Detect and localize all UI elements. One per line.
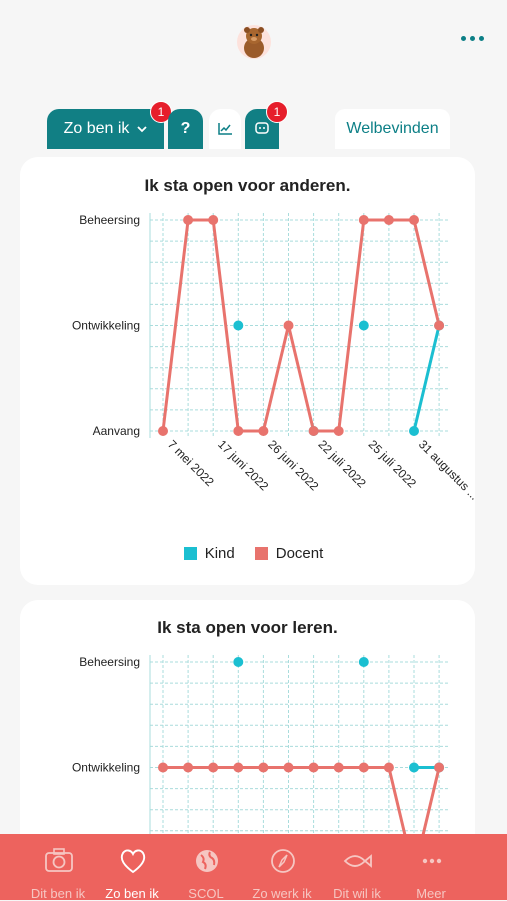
compass-icon (268, 846, 298, 876)
y-tick-label: Ontwikkeling (71, 760, 140, 775)
nav-zo-ben-ik[interactable] (96, 840, 168, 901)
data-point-docent (233, 763, 243, 773)
chart-title: Ik sta open voor anderen. (144, 176, 351, 195)
data-point-kind (409, 763, 419, 773)
data-point-docent (334, 763, 344, 773)
fish-icon (343, 846, 373, 876)
tab-help-label: ? (180, 120, 191, 137)
data-point-docent (434, 763, 444, 773)
nav-label: Zo werk ik (252, 886, 312, 901)
chart-legend (0, 545, 507, 562)
legend-item-docent[interactable] (255, 545, 324, 562)
nav-label: Meer (416, 886, 446, 901)
data-point-docent (384, 763, 394, 773)
notification-badge: 1 (150, 101, 172, 123)
nav-label: SCOL (188, 886, 224, 901)
y-tick-label: Beheersing (79, 655, 140, 669)
bottom-navigation (0, 834, 507, 900)
nav-zo-werk-ik[interactable] (246, 840, 318, 901)
tab-welbevinden-label: Welbevinden (346, 120, 439, 137)
nav-dit-wil-ik[interactable] (321, 840, 393, 901)
legend-label-docent: Docent (275, 545, 324, 562)
data-point-docent (208, 763, 218, 773)
x-tick-label: 26 juni 2022 (265, 437, 322, 494)
data-point-docent (258, 763, 268, 773)
tab-zo-ben-ik-label: Zo ben ik (63, 120, 130, 137)
data-point-docent (284, 763, 294, 773)
data-point-kind (233, 657, 243, 667)
y-tick-label: Aanvang (92, 424, 140, 438)
camera-icon (44, 846, 74, 876)
data-point-docent (158, 763, 168, 773)
chart-title: Ik sta open voor leren. (157, 618, 338, 637)
globe-icon (192, 846, 222, 876)
nav-label: Zo ben ik (105, 886, 159, 901)
nav-dit-ben-ik[interactable] (22, 840, 94, 901)
nav-label: Dit ben ik (30, 886, 86, 901)
legend-label-kind: Kind (204, 545, 235, 562)
data-point-kind (359, 657, 369, 667)
heart-icon (118, 846, 148, 876)
x-tick-label: 25 juli 2022 (365, 437, 419, 491)
ellipsis-icon (417, 846, 447, 876)
x-tick-label: 22 juli 2022 (315, 437, 369, 491)
x-tick-label: 31 augustus ... (415, 437, 482, 503)
data-point-docent (183, 763, 193, 773)
x-tick-label: 17 juni 2022 (215, 437, 272, 494)
x-tick-label: 7 mei 2022 (164, 437, 217, 490)
legend-swatch-docent (255, 547, 268, 560)
nav-meer[interactable] (395, 840, 467, 901)
data-point-docent (309, 763, 319, 773)
data-point-docent (359, 763, 369, 773)
series-line-docent (163, 768, 439, 835)
nav-label: Dit wil ik (333, 886, 381, 901)
legend-swatch-kind (184, 547, 197, 560)
nav-scol[interactable] (170, 840, 242, 901)
legend-item-kind[interactable] (184, 545, 235, 562)
y-tick-label: Beheersing (79, 213, 140, 227)
y-tick-label: Ontwikkeling (71, 318, 140, 333)
notification-badge: 1 (266, 101, 288, 123)
